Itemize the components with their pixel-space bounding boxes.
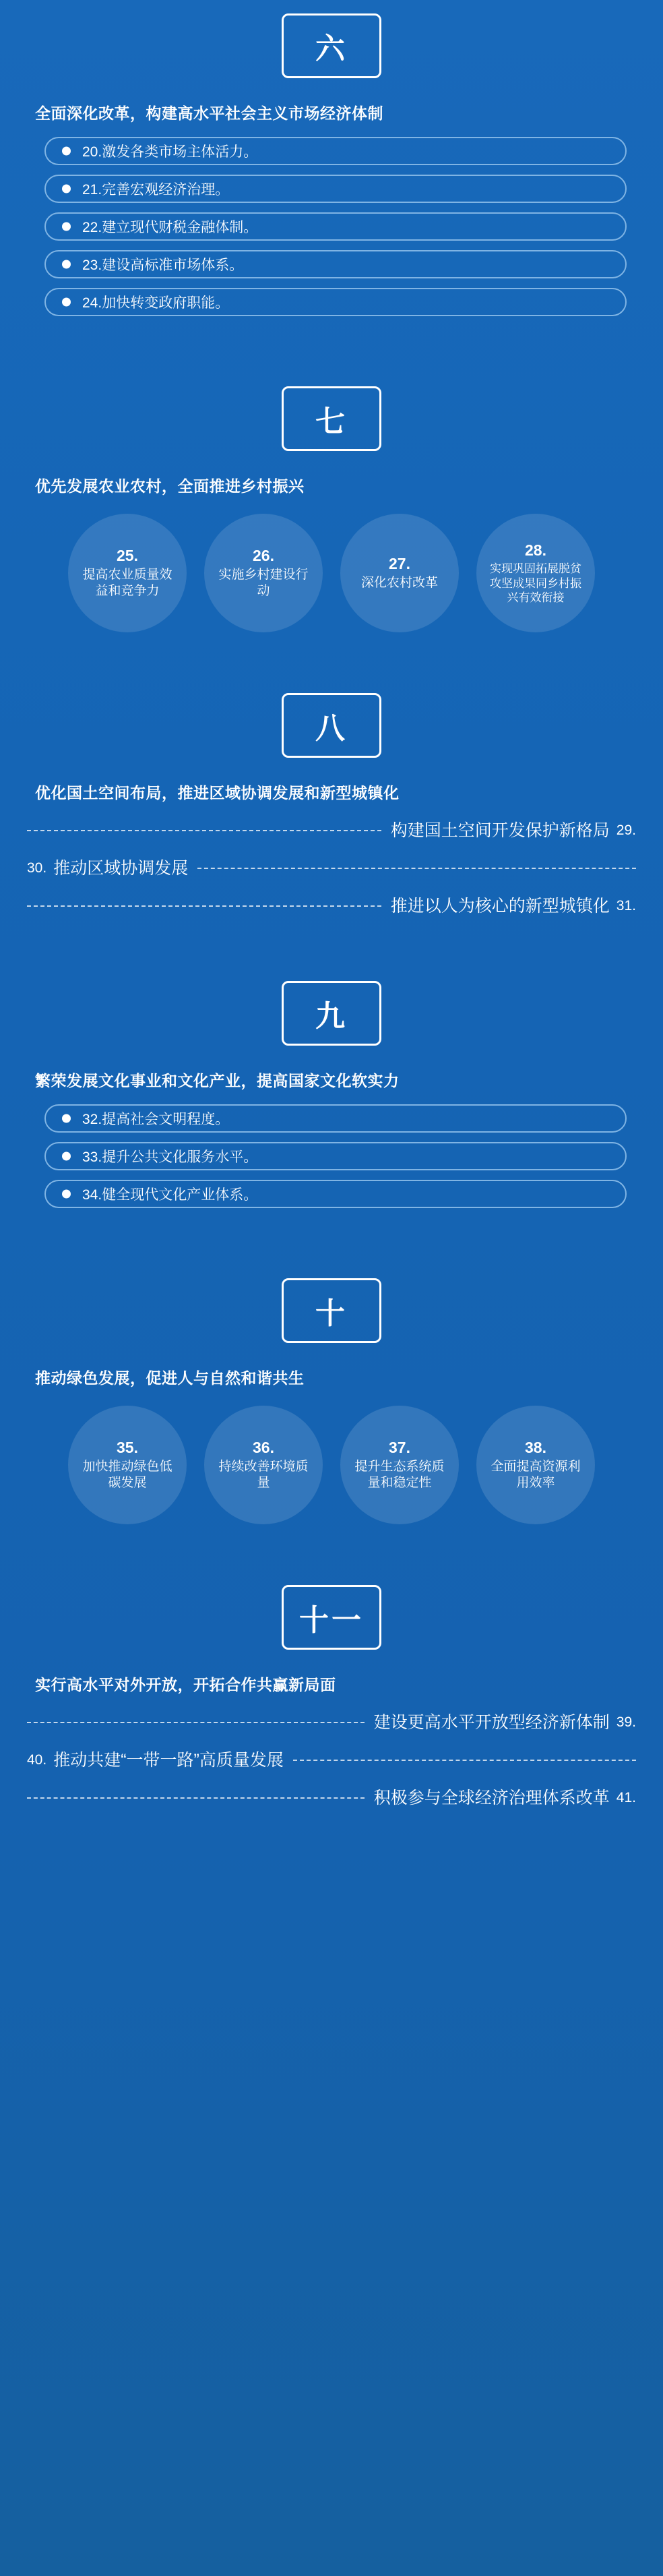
- dashed-row-label: 构建国土空间开发保护新格局: [390, 821, 610, 840]
- dashed-leader-line: [293, 1760, 636, 1761]
- spacer: [0, 758, 663, 781]
- bullet-dot-icon: [62, 1190, 71, 1199]
- spacer: [0, 451, 663, 474]
- circle-label: 实施乡村建设行动: [218, 567, 309, 599]
- circle-item[interactable]: [340, 1406, 459, 1524]
- circle-number: 28.: [525, 541, 546, 559]
- bullet-dot-icon: [62, 1114, 71, 1123]
- circle-item[interactable]: [204, 1406, 323, 1524]
- bullet-dot-icon: [62, 185, 71, 193]
- circle-label: 深化农村改革: [360, 576, 438, 591]
- list-item-label: 33.提升公共文化服务水平。: [82, 1149, 258, 1165]
- dashed-leader-line: [27, 1797, 365, 1799]
- spacer: [0, 78, 663, 101]
- circle-item[interactable]: [476, 1406, 595, 1524]
- circle-number: 38.: [525, 1438, 546, 1456]
- circle-item[interactable]: [476, 514, 595, 632]
- dashed-row-number: 30.: [27, 860, 47, 876]
- list-item-label: 24.加快转变政府职能。: [82, 295, 230, 311]
- section-title: 优先发展农业农村，全面推进乡村振兴: [35, 477, 305, 495]
- spacer: [0, 1650, 663, 1673]
- spacer: [0, 1695, 663, 1712]
- spacer: [0, 1343, 663, 1366]
- section-badge-wrap-2: [0, 386, 663, 451]
- bullet-dot-icon: [62, 147, 71, 156]
- circle-number: 37.: [389, 1438, 410, 1456]
- spacer: [0, 1091, 663, 1104]
- pill-list-1: [0, 137, 663, 316]
- spacer: [0, 1046, 663, 1069]
- section-badge-wrap-1: [0, 13, 663, 78]
- circle-number: 26.: [253, 546, 274, 564]
- dashed-row[interactable]: [27, 896, 636, 916]
- list-item-label: 22.建立现代财税金融体制。: [82, 220, 258, 235]
- spacer: [0, 934, 663, 981]
- dashed-leader-line: [197, 868, 636, 869]
- spacer: [0, 1218, 663, 1278]
- spacer: [0, 803, 663, 820]
- section-number-badge: 九: [282, 981, 381, 1046]
- list-item[interactable]: [44, 212, 627, 241]
- dashed-row-number: 41.: [616, 1790, 636, 1806]
- circle-row-1: [0, 514, 663, 632]
- list-item-label: 23.建设高标准市场体系。: [82, 258, 244, 273]
- list-item[interactable]: [44, 137, 627, 165]
- pill-list-2: [0, 1104, 663, 1208]
- dashed-row-number: 39.: [616, 1714, 636, 1731]
- bullet-dot-icon: [62, 222, 71, 231]
- list-item-label: 34.健全现代文化产业体系。: [82, 1187, 258, 1203]
- circle-label: 持续改善环境质量: [218, 1459, 309, 1491]
- bullet-dot-icon: [62, 1152, 71, 1161]
- list-item-label: 21.完善宏观经济治理。: [82, 182, 230, 198]
- dashed-list-1: [0, 820, 663, 916]
- spacer: [0, 123, 663, 137]
- section-badge-wrap-3: [0, 693, 663, 758]
- dashed-row[interactable]: [27, 858, 636, 878]
- dashed-row[interactable]: [27, 1712, 636, 1733]
- circle-number: 27.: [389, 555, 410, 573]
- dashed-leader-line: [27, 1722, 365, 1723]
- list-item-label: 20.激发各类市场主体活力。: [82, 144, 258, 160]
- circle-number: 25.: [117, 546, 138, 564]
- dashed-row[interactable]: [27, 820, 636, 841]
- list-item[interactable]: [44, 1180, 627, 1208]
- dashed-row-label: 积极参与全球经济治理体系改革: [373, 1789, 610, 1807]
- spacer: [0, 0, 663, 13]
- spacer: [0, 632, 663, 693]
- dashed-row[interactable]: [27, 1750, 636, 1770]
- dashed-row-label: 建设更高水平开放型经济新体制: [373, 1713, 610, 1732]
- bullet-dot-icon: [62, 260, 71, 269]
- circle-item[interactable]: [68, 514, 187, 632]
- list-item[interactable]: [44, 175, 627, 203]
- dashed-row-number: 40.: [27, 1752, 47, 1768]
- section-badge-wrap-6: [0, 1585, 663, 1650]
- section-title: 繁荣发展文化事业和文化产业，提高国家文化软实力: [35, 1072, 400, 1089]
- circle-item[interactable]: [68, 1406, 187, 1524]
- circle-item[interactable]: [204, 514, 323, 632]
- dashed-row-number: 29.: [616, 822, 636, 839]
- circle-number: 36.: [253, 1438, 274, 1456]
- section-number-badge: 六: [282, 13, 381, 78]
- circle-row-2: [0, 1406, 663, 1524]
- spacer: [0, 496, 663, 514]
- dashed-list-2: [0, 1712, 663, 1808]
- list-item[interactable]: [44, 1104, 627, 1133]
- list-item-label: 32.提高社会文明程度。: [82, 1112, 230, 1127]
- circle-label: 加快推动绿色低碳发展: [82, 1459, 172, 1491]
- dashed-leader-line: [27, 905, 381, 907]
- section-number-badge: 七: [282, 386, 381, 451]
- section-number-badge: 八: [282, 693, 381, 758]
- dashed-row-label: 推动共建“一带一路”高质量发展: [53, 1751, 284, 1770]
- dashed-row-label: 推动区域协调发展: [53, 859, 189, 878]
- dashed-row[interactable]: [27, 1788, 636, 1808]
- dashed-leader-line: [27, 830, 381, 831]
- dashed-row-label: 推进以人为核心的新型城镇化: [390, 897, 610, 916]
- section-title: 实行高水平对外开放，开拓合作共赢新局面: [35, 1676, 336, 1694]
- circle-label: 实现巩固拓展脱贫攻坚成果同乡村振兴有效衔接: [490, 562, 581, 605]
- dashed-row-number: 31.: [616, 898, 636, 914]
- circle-number: 35.: [117, 1438, 138, 1456]
- circle-label: 提升生态系统质量和稳定性: [354, 1459, 445, 1491]
- spacer: [0, 1524, 663, 1585]
- list-item[interactable]: [44, 1142, 627, 1170]
- section-number-badge: 十: [282, 1278, 381, 1343]
- spacer: [0, 326, 663, 386]
- section-title: 全面深化改革，构建高水平社会主义市场经济体制: [35, 104, 383, 122]
- section-badge-wrap-4: [0, 981, 663, 1046]
- list-item[interactable]: [44, 288, 627, 316]
- bullet-dot-icon: [62, 298, 71, 307]
- section-number-badge: 十一: [282, 1585, 381, 1650]
- circle-label: 全面提高资源利用效率: [491, 1459, 581, 1491]
- spacer: [0, 1388, 663, 1406]
- circle-label: 提高农业质量效益和竞争力: [82, 567, 172, 599]
- section-title: 推动绿色发展，促进人与自然和谐共生: [35, 1369, 305, 1387]
- section-title: 优化国土空间布局，推进区域协调发展和新型城镇化: [35, 784, 400, 802]
- circle-item[interactable]: [340, 514, 459, 632]
- list-item[interactable]: [44, 250, 627, 278]
- section-badge-wrap-5: [0, 1278, 663, 1343]
